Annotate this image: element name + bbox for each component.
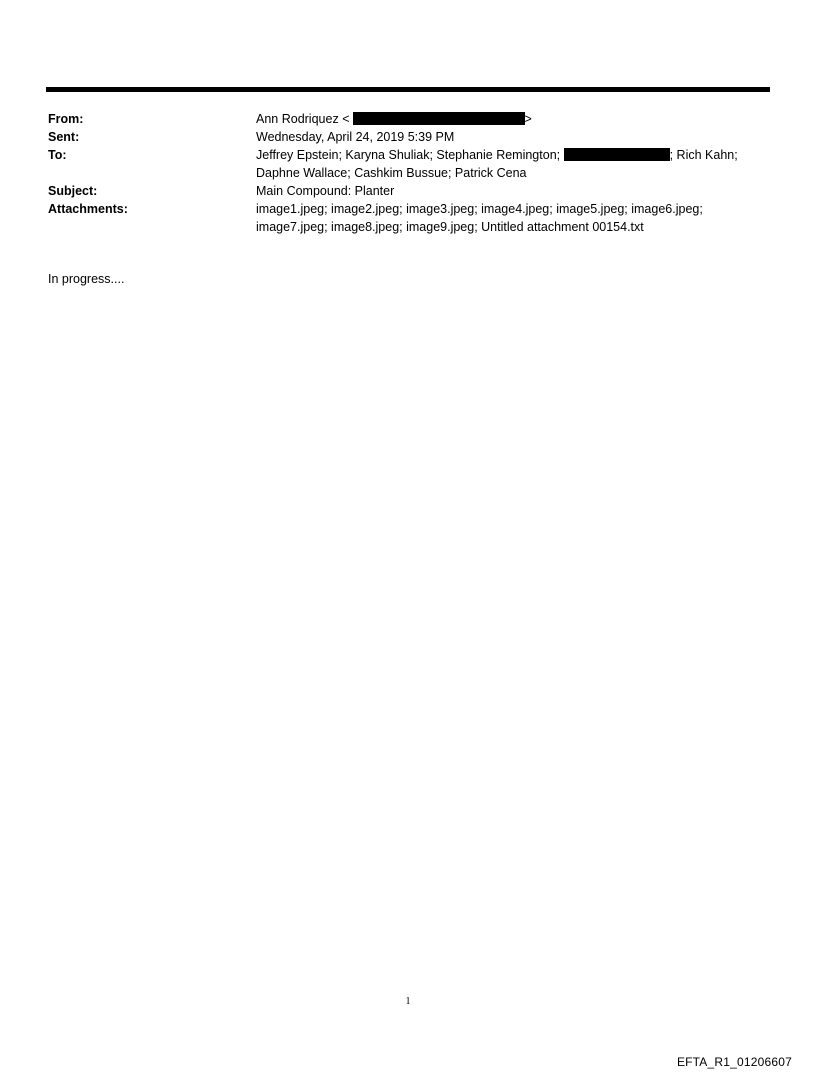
to-label: To: bbox=[48, 148, 67, 162]
redacted-recipient bbox=[564, 148, 670, 161]
page-number: 1 bbox=[405, 996, 411, 1007]
recipients-part-2: ; Rich Kahn; bbox=[669, 148, 738, 162]
email-body: In progress.... bbox=[48, 272, 125, 286]
to-line-2: Daphne Wallace; Cashkim Bussue; Patrick Cena bbox=[256, 166, 527, 180]
document-id: EFTA_R1_01206607 bbox=[676, 1055, 792, 1069]
from-label: From: bbox=[48, 112, 84, 126]
attachments-row bbox=[48, 200, 770, 236]
subject-label: Subject: bbox=[48, 184, 98, 198]
sent-value: Wednesday, April 24, 2019 5:39 PM bbox=[256, 130, 455, 144]
subject-row bbox=[48, 182, 770, 200]
from-value bbox=[256, 110, 770, 128]
to-line-1 bbox=[256, 146, 770, 164]
to-row bbox=[48, 146, 770, 182]
sent-label: Sent: bbox=[48, 130, 80, 144]
email-close-bracket: > bbox=[524, 112, 532, 126]
from-row bbox=[48, 110, 770, 128]
email-open-bracket: < bbox=[342, 112, 350, 126]
attachments-value bbox=[256, 200, 770, 236]
attachments-label: Attachments: bbox=[48, 202, 128, 216]
sent-row bbox=[48, 128, 770, 146]
redacted-sender-email bbox=[353, 112, 525, 125]
attachments-line-2: image7.jpeg; image8.jpeg; image9.jpeg; Untitled attachment 00154.txt bbox=[256, 220, 644, 234]
recipients-part-1: Jeffrey Epstein; Karyna Shuliak; Stephanie Remington; bbox=[256, 148, 561, 162]
to-value bbox=[256, 146, 770, 182]
attachments-line-1: image1.jpeg; image2.jpeg; image3.jpeg; image4.jpeg; image5.jpeg; image6.jpeg; bbox=[256, 202, 703, 216]
email-header bbox=[48, 110, 770, 236]
subject-value: Main Compound: Planter bbox=[256, 184, 395, 198]
sender-name: Ann Rodriquez bbox=[256, 112, 339, 126]
header-divider bbox=[46, 87, 770, 92]
